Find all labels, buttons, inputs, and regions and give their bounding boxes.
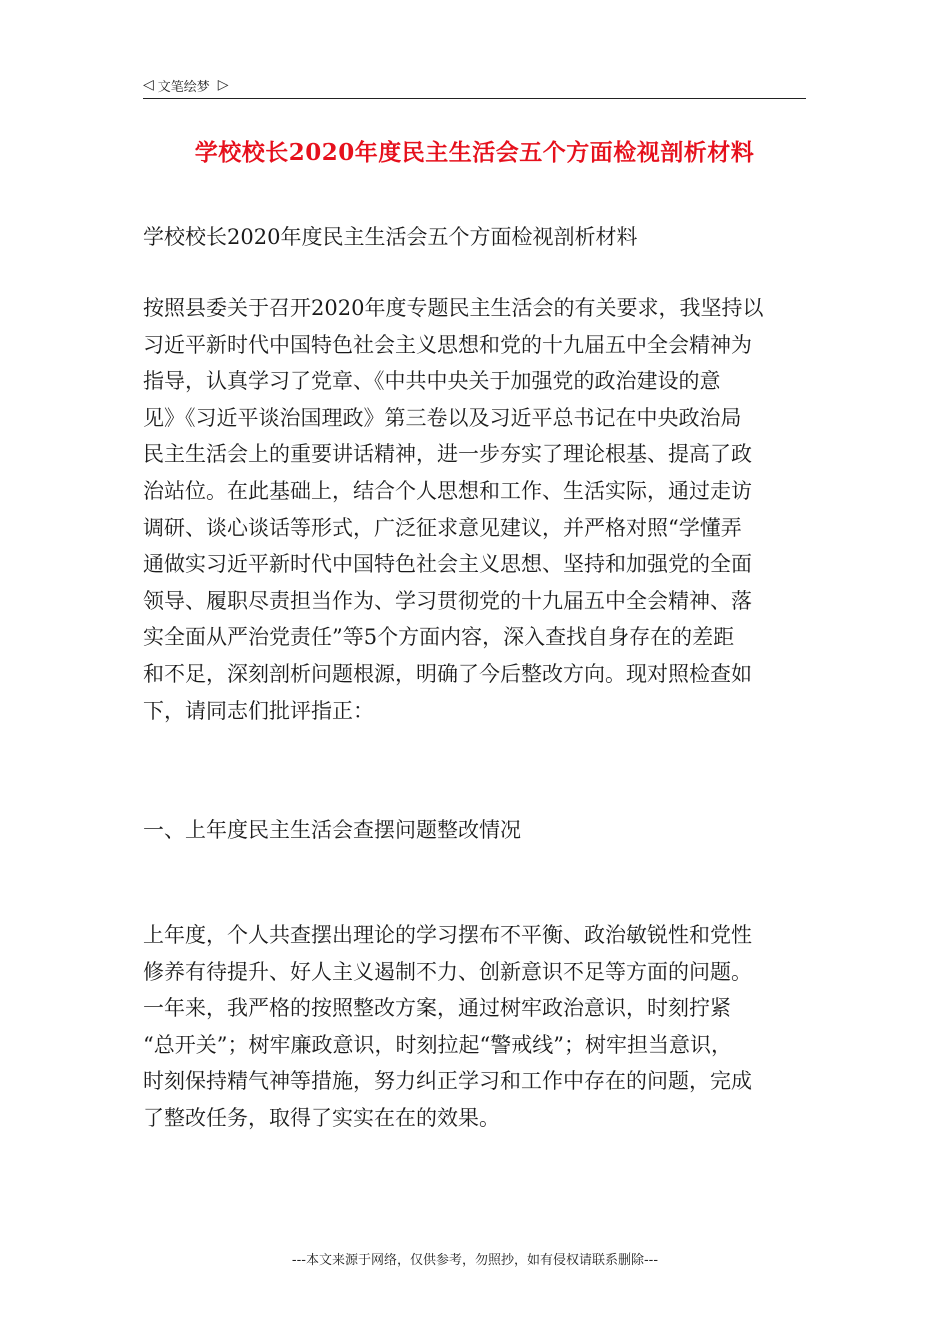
document-subtitle: 学校校长2020年度民主生活会五个方面检视剖析材料 bbox=[143, 225, 638, 249]
intro-line: 和不足，深刻剖析问题根源，明确了今后整改方向。现对照检查如 bbox=[143, 661, 752, 686]
triangle-right-icon: ▷ bbox=[217, 77, 229, 93]
intro-line: 见》《习近平谈治国理政》第三卷以及习近平总书记在中央政治局 bbox=[143, 405, 742, 430]
footer-disclaimer: ---本文来源于网络，仅供参考，勿照抄，如有侵权请联系删除--- bbox=[291, 1253, 659, 1268]
section-1-line: 时刻保持精气神等措施，努力纠正学习和工作中存在的问题，完成 bbox=[143, 1069, 752, 1094]
intro-line: 实全面从严治党责任”等5个方面内容，深入查找自身存在的差距 bbox=[143, 625, 735, 650]
intro-line: 调研、谈心谈话等形式，广泛征求意见建议，并严格对照“学懂弄 bbox=[143, 515, 742, 540]
section-1-line: 一年来，我严格的按照整改方案，通过树牢政治意识，时刻拧紧 bbox=[143, 996, 731, 1021]
intro-line: 领导、履职尽责担当作为、学习贯彻党的十九届五中全会精神、落 bbox=[143, 588, 752, 613]
section-1-heading: 一、上年度民主生活会查摆问题整改情况 bbox=[143, 818, 521, 842]
section-1-paragraph bbox=[143, 917, 813, 1137]
page-header bbox=[143, 74, 229, 96]
section-1-line: 上年度，个人共查摆出理论的学习摆布不平衡、政治敏锐性和党性 bbox=[143, 923, 752, 947]
intro-line: 习近平新时代中国特色社会主义思想和党的十九届五中全会精神为 bbox=[143, 332, 752, 357]
section-1-line: 修养有待提升、好人主义遏制不力、创新意识不足等方面的问题。 bbox=[143, 959, 752, 984]
intro-line: 指导，认真学习了党章、《中共中央关于加强党的政治建设的意 bbox=[143, 369, 721, 394]
section-1-line: 了整改任务，取得了实实在在的效果。 bbox=[143, 1105, 500, 1130]
document-title: 学校校长2020年度民主生活会五个方面检视剖析材料 bbox=[194, 139, 755, 166]
intro-line: 民主生活会上的重要讲话精神，进一步夯实了理论根基、提高了政 bbox=[143, 442, 752, 467]
intro-paragraph bbox=[143, 290, 813, 729]
intro-line: 通做实习近平新时代中国特色社会主义思想、坚持和加强党的全面 bbox=[143, 552, 752, 577]
header-divider bbox=[143, 98, 806, 99]
brand-name: 文笔绘梦 bbox=[157, 79, 210, 95]
intro-line: 下，请同志们批评指正： bbox=[143, 698, 374, 723]
triangle-left-icon: ◁ bbox=[143, 77, 154, 93]
section-1-line: “总开关”；树牢廉政意识，时刻拉起“警戒线”；树牢担当意识， bbox=[143, 1032, 732, 1057]
intro-line: 按照县委关于召开2020年度专题民主生活会的有关要求，我坚持以 bbox=[143, 296, 764, 320]
intro-line: 治站位。在此基础上，结合个人思想和工作、生活实际，通过走访 bbox=[143, 478, 752, 503]
